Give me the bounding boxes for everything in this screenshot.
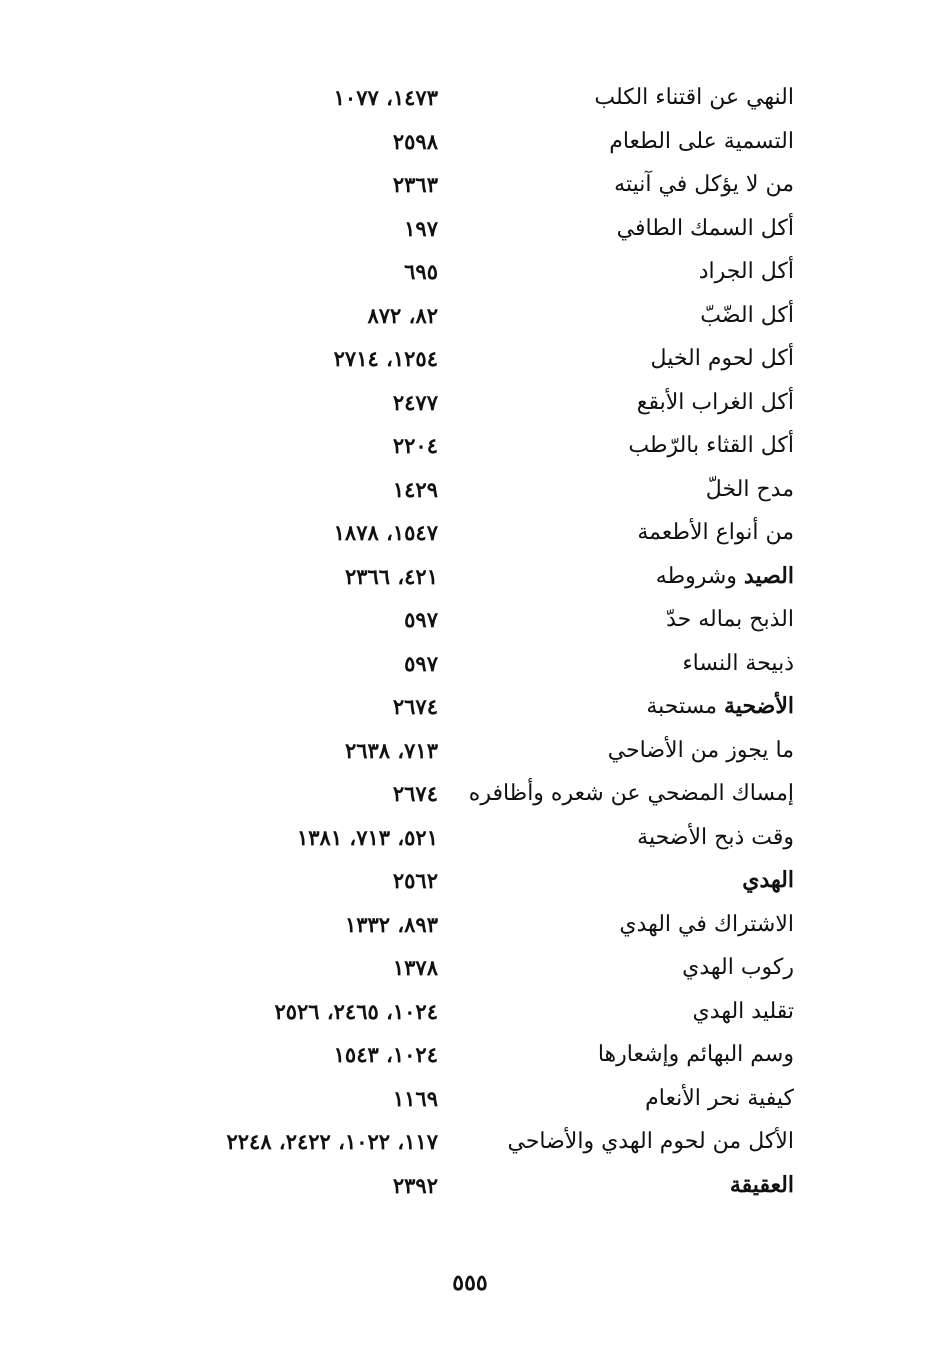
entry-references: ٨٩٣، ١٣٣٢ <box>344 911 438 937</box>
index-entry <box>0 1120 940 1164</box>
entry-references: ٦٩٥ <box>404 259 438 284</box>
entry-topic <box>598 1033 794 1077</box>
entry-references: ٢٥٩٨ <box>392 128 438 154</box>
entry-references: ٢٢٠٤ <box>392 433 438 458</box>
index-entry <box>0 946 940 990</box>
entry-topic <box>706 468 794 512</box>
entry-references: ١١٦٩ <box>392 1085 438 1111</box>
entry-topic <box>637 511 794 555</box>
entry-topic-text: ما يجوز من الأضاحي <box>607 737 794 763</box>
entry-references: ٢٦٧٤ <box>392 781 438 806</box>
index-entry <box>0 816 940 860</box>
entry-topic <box>628 424 794 468</box>
entry-references: ٢٦٧٤ <box>392 694 438 719</box>
entry-topic-bold: الصيد <box>743 562 794 589</box>
index-entry <box>0 76 940 120</box>
entry-topic-text: من أنواع الأطعمة <box>637 520 794 545</box>
entry-topic <box>730 1164 794 1208</box>
index-entry <box>0 729 940 773</box>
entry-references: ١٩٧ <box>404 215 438 241</box>
entry-topic <box>594 76 794 120</box>
index-entry <box>0 642 940 686</box>
index-entry <box>0 598 940 642</box>
index-entry <box>0 772 940 816</box>
index-entry <box>0 990 940 1034</box>
entry-topic <box>651 337 794 381</box>
entry-topic-text: أكل الجراد <box>698 259 794 284</box>
entry-topic-text: الأكل من لحوم الهدي والأضاحي <box>507 1129 794 1154</box>
entry-topic-bold: الأضحية <box>724 693 794 719</box>
entry-references: ٨٢، ٨٧٢ <box>367 302 438 328</box>
page-number: ٥٥٥ <box>452 1270 488 1296</box>
entry-topic-text: وقت ذبح الأضحية <box>637 824 794 850</box>
entry-references: ٤٢١، ٢٣٦٦ <box>344 563 438 589</box>
entry-topic-text: مستحبة <box>646 694 725 719</box>
entry-topic-text: أكل القثاء بالرّطب <box>628 433 794 458</box>
entry-references: ٥٩٧ <box>404 650 438 676</box>
entry-topic-text: الاشتراك في الهدي <box>619 911 794 937</box>
entry-topic-text: أكل الغراب الأبقع <box>636 389 794 415</box>
entry-topic <box>637 816 794 860</box>
entry-topic-text: إمساك المضحي عن شعره وأظافره <box>468 781 794 806</box>
entry-topic-bold: العقيقة <box>729 1171 794 1198</box>
entry-topic <box>682 946 794 990</box>
entry-topic-text: ركوب الهدي <box>682 955 794 980</box>
entry-topic-text: أكل الضّبّ <box>700 302 794 328</box>
entry-topic-text: من لا يؤكل في آنيته <box>614 172 794 197</box>
entry-topic-text: أكل لحوم الخيل <box>650 346 794 371</box>
entry-references: ٢٤٧٧ <box>392 389 438 415</box>
entry-topic <box>742 859 794 903</box>
entry-references: ١١٧، ١٠٢٢، ٢٤٢٢، ٢٢٤٨ <box>226 1129 438 1154</box>
entry-references: ٥٢١، ٧١٣، ١٣٨١ <box>297 824 438 850</box>
entry-topic-text: التسمية على الطعام <box>609 128 794 154</box>
entry-topic-text: وسم البهائم وإشعارها <box>597 1042 794 1067</box>
entry-topic-text: الذبح بماله حدّ <box>666 607 794 632</box>
index-entry <box>0 511 940 555</box>
index-entry <box>0 163 940 207</box>
entry-topic-bold: الهدي <box>742 867 794 893</box>
entry-topic <box>609 120 794 164</box>
entry-topic-text: النهي عن اقتناء الكلب <box>594 85 794 110</box>
index-entry <box>0 903 940 947</box>
entry-references: ٧١٣، ٢٦٣٨ <box>344 737 438 763</box>
entry-topic-text: أكل السمك الطافي <box>616 215 794 241</box>
index-entry <box>0 685 940 729</box>
entry-references: ٢٥٦٢ <box>392 868 438 893</box>
entry-topic <box>617 207 794 251</box>
entry-references: ٢٣٩٢ <box>392 1172 438 1198</box>
entry-topic <box>682 642 794 686</box>
entry-topic <box>608 729 794 773</box>
index-entry <box>0 337 940 381</box>
entry-topic <box>700 294 794 338</box>
entry-references: ١٢٥٤، ٢٧١٤ <box>333 346 438 371</box>
index-entry <box>0 1033 940 1077</box>
entry-topic <box>699 250 794 294</box>
index-entry <box>0 424 940 468</box>
entry-topic-text: مدح الخلّ <box>705 476 794 502</box>
entry-topic-text: وشروطه <box>655 563 744 589</box>
index-entry <box>0 381 940 425</box>
index-entry <box>0 859 940 903</box>
entry-topic <box>693 990 794 1034</box>
index-entry <box>0 294 940 338</box>
entry-references: ٢٣٦٣ <box>392 172 438 197</box>
index-entry <box>0 555 940 599</box>
entry-topic <box>619 903 794 947</box>
index-list <box>0 76 940 1207</box>
index-entry <box>0 207 940 251</box>
index-entry <box>0 1077 940 1121</box>
entry-references: ١٠٢٤، ١٥٤٣ <box>333 1042 438 1067</box>
entry-references: ١٠٢٤، ٢٤٦٥، ٢٥٢٦ <box>274 998 438 1024</box>
index-entry <box>0 120 940 164</box>
entry-topic-text: ذبيحة النساء <box>682 650 794 676</box>
index-entry <box>0 468 940 512</box>
entry-references: ٥٩٧ <box>404 607 438 632</box>
entry-references: ١٥٤٧، ١٨٧٨ <box>333 520 438 545</box>
entry-topic <box>637 381 794 425</box>
index-entry <box>0 1164 940 1208</box>
entry-topic <box>614 163 794 207</box>
entry-topic <box>656 555 794 599</box>
entry-topic <box>645 1077 794 1121</box>
entry-topic <box>507 1120 794 1164</box>
entry-topic <box>646 685 794 729</box>
entry-references: ١٤٢٩ <box>392 476 438 502</box>
entry-topic <box>666 598 794 642</box>
entry-topic <box>469 772 794 816</box>
entry-references: ١٣٧٨ <box>392 955 438 980</box>
entry-topic-text: تقليد الهدي <box>692 998 794 1024</box>
entry-topic-text: كيفية نحر الأنعام <box>645 1085 794 1111</box>
index-entry <box>0 250 940 294</box>
entry-references: ١٤٧٣، ١٠٧٧ <box>333 85 438 110</box>
